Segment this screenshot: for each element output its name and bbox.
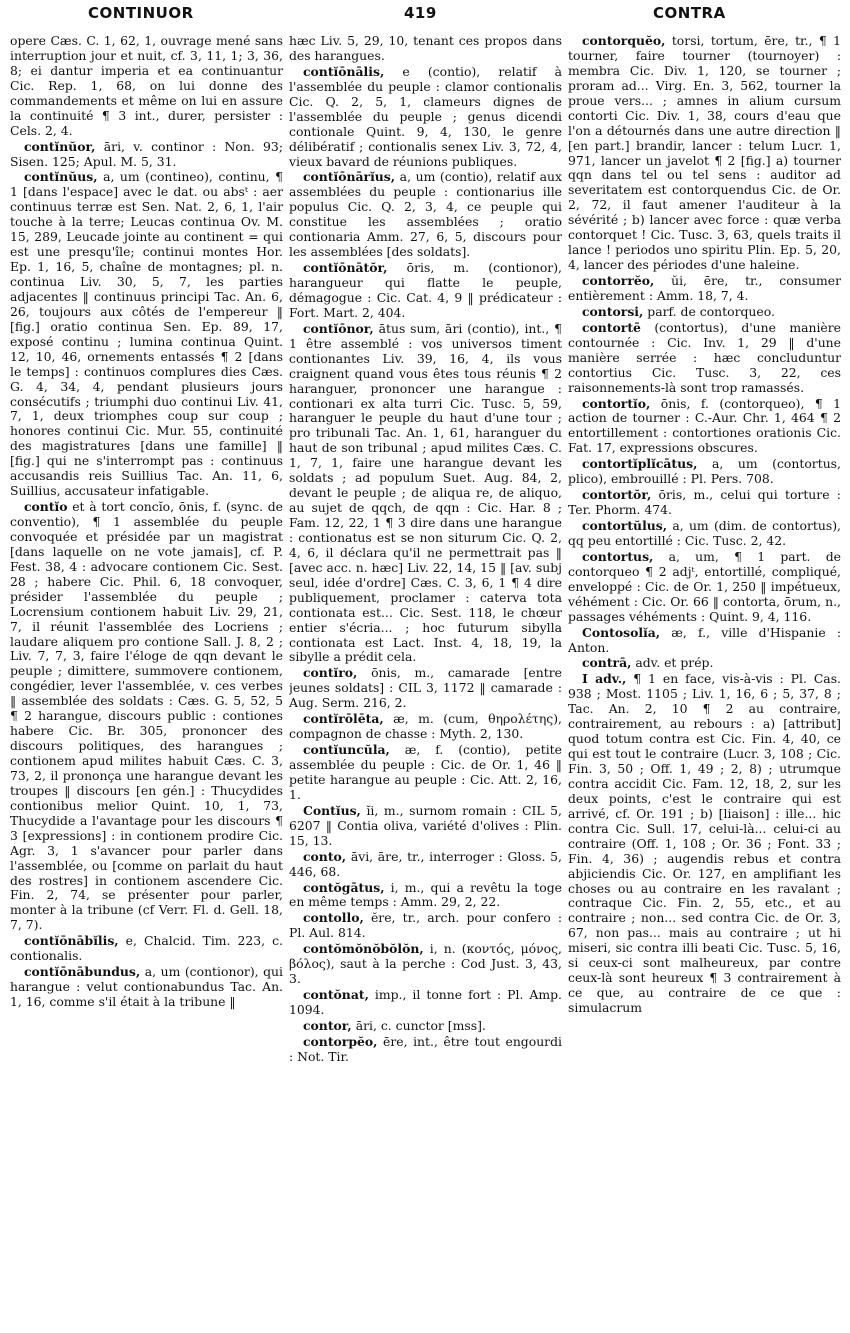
entry-headword: Contĭus, [303, 802, 361, 818]
entry-headword: contŏgātus, [303, 879, 385, 895]
entry-definition: et à tort concĭo, ōnis, f. (sync. de conventio), ¶ 1 assemblée du peuple convoquée et présidée par un magistrat [dans laquelle on ne vote jamais], cf. P. Fest. 38, 4 : advocare contionem Cic. Sest. 28 ; habere Cic. Phil. 6, 18 convoquer, présider l'assemblée du peuple ; Locrensium contionem habuit Liv. 29, 21, 7, il réunit l'assemblée des Locriens ; laudare aliquem pro contione Sall. J. 8, 2 ; Liv. 7, 7, 3, faire l'éloge de qqn devant le peuple ; dimittere, summovere contionem, congédier, lever l'assemblée, v. ces verbes ‖ assemblée des soldats : Cæs. G. 5, 52, 5 ¶ 2 harangue, discours public : contiones habere Cic. Br. 305, prononcer des discours politiques, des harangues ; contionem apud milites habuit Cæs. C. 3, 73, 2, il prononça une harangue devant les troupes ‖ discours [en gén.] : Thucydides contionibus melior Quint. 10, 1, 73, Thucydide a l'avantage pour les discours ¶ 3 [expressions] : in contionem prodire Cic. Agr. 3, 1 s'avancer pour parler dans l'assemblée, ou [comme on parlait du haut des rostres] in contionem ascendere Cic. Fin. 2, 74, se présenter pour parler, monter à la tribune (cf Verr. Fl. d. Gell. 18, 7, 7). [10, 499, 283, 933]
page-number: 419 [404, 4, 437, 22]
entry-definition: a, um, ¶ 1 part. de contorqueo ¶ 2 adjᵗ, entortillé, compliqué, enveloppé : Cic. de Or. 1, 250 ‖ impétueux, véhément : Cic. Or. 66 ‖ contorta, ōrum, n., passages véhéments : Quint. 9, 4, 116. [568, 548, 841, 624]
entry-definition: a, um (contio), relatif aux assemblées du peuple : contionarius ille populus Cic. Q. 2, 3, 4, ce peuple qui constitue les assemblées ; oratio contionaria Amm. 27, 6, 5, discours pour les assemblées [des soldats]. [289, 169, 562, 260]
entry-headword: contrā, [582, 655, 632, 671]
entry-definition: āri, v. continor : Non. 93; Sisen. 125; Apul. M. 5, 31. [10, 138, 283, 169]
entry-definition: ĭi, m., surnom romain : CIL 5, 6207 ‖ Contia oliva, variété d'olives : Plin. 15, 13. [289, 802, 562, 848]
entry-definition: e (contio), relatif à l'assemblée du peuple : clamor contionalis Cic. Q. 2, 5, 1, clameurs dignes de l'assemblée du peuple ; genus dicendi contionale Quint. 9, 4, 130, le genre délibératif ; contionalis senex Liv. 3, 72, 4, vieux bavard de réunions publiques. [289, 63, 562, 169]
entry-definition: ōnis, f. (contorqueo), ¶ 1 action de tourner : C.-Aur. Chr. 1, 464 ¶ 2 entortillement : contortiones orationis Cic. Fat. 17, expressions obscures. [568, 395, 841, 456]
dictionary-entry [568, 274, 841, 304]
column-1 [10, 34, 283, 1324]
entry-headword: I adv., [582, 671, 627, 687]
running-head-left: CONTINUOR [88, 4, 194, 22]
dictionary-entry [568, 656, 841, 671]
dictionary-entry [568, 457, 841, 487]
entry-headword: contorpĕo, [303, 1033, 378, 1049]
dictionary-entry [568, 305, 841, 320]
entry-definition: æ, f., ville d'Hispanie : Anton. [568, 624, 841, 655]
entry-definition: a, um (contineo), continu, ¶ 1 [dans l'espace] avec le dat. ou absᵗ : aer continuus terræ est Sen. Nat. 2, 6, 1, l'air touche à la terre; Leucas continua Ov. M. 15, 289, Leucade jointe au continent = qui est une presqu'île; continui montes Hor. Ep. 1, 16, 5, chaîne de montagnes; pl. n. continua Liv. 30, 5, 7, les parties adjacentes ‖ continuus principi Tac. An. 6, 26, toujours aux côtés de l'empereur ‖ [fig.] oratio continua Sen. Ep. 89, 17, exposé continu ; lumina continua Quint. 12, 10, 46, ornements entassés ¶ 2 [dans le temps] : continuos complures dies Cæs. G. 4, 34, 4, pendant plusieurs jours consécutifs ; triumphi duo continui Liv. 41, 7, 1, deux triomphes coup sur coup ; honores continui Cic. Mur. 55, continuité des magistratures [dans une famille] ‖ [fig.] qui ne s'interrompt pas : continuus accusandis reis Suillius Tac. An. 11, 6, Suillius, accusateur infatigable. [10, 169, 283, 499]
dictionary-entry [10, 170, 283, 499]
entry-definition: i, n. (κοντός, μόνος, βόλος), saut à la perche : Cod Just. 3, 43, 3. [289, 941, 562, 987]
dictionary-entry [568, 519, 841, 549]
entry-headword: contor, [303, 1017, 352, 1033]
entry-headword: contĭnŭus, [24, 169, 98, 185]
entry-definition: torsi, tortum, ēre, tr., ¶ 1 tourner, faire tourner (tournoyer) : membra Cic. Div. 1, 120, se tourner ; proram ad... Virg. En. 3, 562, tourner la proue vers... ; amnes in alium cursum contorti Cic. Div. 1, 38, cours d'eau que l'on a détournés dans une autre direction ‖ [en part.] brandir, lancer : telum Lucr. 1, 971, lancer un javelot ¶ 2 [fig.] a) tourner qqn dans tel ou tel sens : auditor ad severitatem est contorquendus Cic. de Or. 2, 72, il faut amener l'auditeur à la sévérité ; b) lancer avec force : quæ verba contorquet ! Cic. Tusc. 3, 63, quels traits il lance ! periodos uno spiritu Plin. Ep. 5, 20, 4, lancer des périodes d'une haleine. [568, 34, 841, 273]
dictionary-entry [289, 1035, 562, 1065]
entry-headword: contŏnat, [303, 987, 369, 1003]
entry-definition: ¶ 1 en face, vis-à-vis : Pl. Cas. 938 ; Most. 1105 ; Liv. 1, 16, 6 ; 5, 37, 8 ; Tac. An. 2, 10 ¶ 2 au contraire, contrairement, au rebours : a) [attribut] quod totum contra est Cic. Fin. 4, 40, ce qui est tout le contraire (Lucr. 3, 108 ; Cic. Fin. 3, 50 ; Off. 1, 49 ; 2, 8) ; utrumque contra accidit Cic. Fam. 12, 18, 2, sur les deux points, c'est le contraire qui est arrivé, cf. Or. 191 ; b) [liaison] : ille... hic contra Cic. Sull. 17, celui-là... celui-ci au contraire (Off. 1, 108 ; Or. 36 ; Font. 33 ; Fin. 4, 36) ; augendis rebus et contra abjiciendis Cic. Or. 127, en amplifiant les choses ou au contraire en les ravalant ; contraque Cic. Fin. 2, 55, etc., et au contraire ; non... sed contra Cic. de Or. 3, 67, non pas... mais au contraire ; ut hi miseri, sic contra illi beati Cic. Tusc. 5, 16, si ceux-ci sont malheureux, par contre ceux-là sont heureux ¶ 3 contrairement à ce que, au contraire de ce que : simulacrum [568, 671, 841, 1015]
entry-definition: parf. de contorqueo. [643, 303, 775, 319]
running-head-right: CONTRA [653, 4, 726, 22]
entry-headword: contortus, [582, 548, 654, 564]
entry-headword: contĭo [24, 499, 68, 515]
entry-definition: a, um (contionor), qui harangue : velut contionabundus Tac. An. 1, 16, comme s'il était à la tribune ‖ [10, 964, 283, 1009]
entry-headword: Contosolĭa, [582, 624, 661, 640]
dictionary-entry [10, 140, 283, 170]
entry-headword: conto, [303, 848, 347, 864]
entry-headword: contĭōnālis, [303, 63, 385, 79]
entry-headword: contorquĕo, [582, 34, 666, 48]
entry-headword: contĭōnārĭus, [303, 169, 396, 185]
entry-headword: contĭōnābĭlis, [24, 933, 119, 949]
entry-definition: (contortus), d'une manière contournée : Cic. Inv. 1, 29 ‖ d'une manière serrée : hæc concluduntur contortius Cic. Tusc. 3, 22, ces raisonnements-là sont trop ramassés. [568, 319, 841, 395]
entry-headword: contortĭo, [582, 395, 651, 411]
dictionary-entry [568, 626, 841, 656]
entry-headword: contĭōnātŏr, [303, 260, 388, 276]
dictionary-columns [10, 34, 842, 1324]
dictionary-entry [568, 34, 841, 273]
entry-definition: ēre, int., être tout engourdi : Not. Tir. [289, 1033, 562, 1064]
entry-definition: imp., il tonne fort : Pl. Amp. 1094. [289, 987, 562, 1017]
entry-definition: ōris, m., celui qui torture : Ter. Phorm. 474. [568, 487, 841, 518]
entry-definition: ōnis, m., camarade [entre jeunes soldats] : CIL 3, 1172 ‖ camarade : Aug. Serm. 216, 2. [289, 665, 562, 711]
dictionary-entry [289, 34, 562, 64]
entry-headword: contortĭplĭcātus, [582, 456, 698, 472]
entry-definition: ātus sum, āri (contio), int., ¶ 1 être assemblé : vos universos timent contionantes Liv. 39, 16, 4, ils vous craignent quand vous êtes tous réunis ¶ 2 haranguer, prononcer une harangue : contionari ex alta turri Cic. Tusc. 5, 59, haranguer le peuple du haut d'une tour ; pro tribunali Tac. An. 1, 61, haranguer du haut de son tribunal ; apud milites Cæs. C. 1, 7, 1, faire une harangue devant les soldats ; ad populum Suet. Aug. 84, 2, devant le peuple ; de aliqua re, de aliquo, au sujet de qqch, de qqn : Cic. Har. 8 ; Fam. 12, 22, 1 ¶ 3 dire dans une harangue : contionatus est se non siturum Cic. Q. 2, 4, 6, il déclara qu'il ne permettrait pas ‖ [avec acc. n. hæc] Liv. 22, 14, 15 ‖ [av. subj seul, idée d'ordre] Cæs. C. 3, 6, 1 ¶ 4 dire publiquement, proclamer : caterva tota contionata est... Cic. Sest. 118, le chœur entier s'écria... ; hoc futurum sibylla contionata est Lact. Inst. 4, 18, 19, la sibylle a prédit cela. [289, 320, 562, 665]
dictionary-entry [10, 934, 283, 964]
entry-headword: contĭnŭor, [24, 138, 96, 154]
page-header [0, 0, 850, 36]
entry-definition: ĕre, tr., arch. pour confero : Pl. Aul. 814. [289, 910, 562, 941]
dictionary-entry [289, 712, 562, 742]
dictionary-entry [568, 488, 841, 518]
dictionary-entry [568, 672, 841, 1016]
entry-definition: opere Cæs. C. 1, 62, 1, ouvrage mené sans interruption jour et nuit, cf. 3, 11, 1; 3, 36, 8; ei dantur imperia et ea continuantur Cic. Rep. 1, 68, on lui donne des commandements et même on lui en assure la continuité ¶ 3 int., durer, persister : Cels. 2, 4. [10, 34, 283, 138]
entry-headword: contorsi, [582, 303, 644, 319]
entry-definition: e, Chalcid. Tim. 223, c. contionalis. [10, 933, 283, 964]
dictionary-entry [289, 804, 562, 849]
dictionary-entry [568, 321, 841, 396]
entry-definition: ŭi, ēre, tr., consumer entièrement : Amm. 18, 7, 4. [568, 273, 841, 303]
entry-definition: ōris, m. (contionor), harangueur qui flatte le peuple, démagogue : Cic. Cat. 4, 9 ‖ prédicateur : Fort. Mart. 2, 404. [289, 260, 562, 320]
entry-headword: contĭōnābundus, [24, 964, 141, 980]
entry-headword: contollo, [303, 910, 364, 926]
entry-definition: hæc Liv. 5, 29, 10, tenant ces propos dans des harangues. [289, 34, 562, 63]
entry-definition: adv. et prép. [631, 655, 714, 671]
dictionary-entry [289, 911, 562, 941]
dictionary-entry [10, 965, 283, 1010]
entry-headword: contortŭlus, [582, 518, 668, 533]
column-3 [568, 34, 841, 1324]
entry-definition: a, um (contortus, plico), embrouillé : Pl. Pers. 708. [568, 456, 841, 487]
entry-definition: āri, c. cunctor [mss]. [351, 1017, 486, 1033]
dictionary-entry [289, 666, 562, 711]
dictionary-entry [10, 34, 283, 139]
dictionary-entry [289, 743, 562, 803]
dictionary-entry [289, 261, 562, 321]
dictionary-entry [289, 850, 562, 880]
column-2 [289, 34, 562, 1324]
entry-headword: contĭōnor, [303, 320, 374, 336]
entry-headword: contĭro, [303, 665, 358, 681]
dictionary-entry [289, 322, 562, 666]
dictionary-entry [289, 170, 562, 260]
entry-definition: æ, f. (contio), petite assemblée du peuple : Cic. de Or. 1, 46 ‖ petite harangue au peuple : Cic. Att. 2, 16, 1. [289, 742, 562, 802]
dictionary-entry [10, 500, 283, 933]
entry-headword: contĭuncŭla, [303, 742, 390, 758]
dictionary-entry [289, 988, 562, 1018]
entry-definition: a, um (dim. de contortus), qq peu entortillé : Cic. Tusc. 2, 42. [568, 518, 841, 548]
entry-definition: æ, m. (cum, θηρολέτης), compagnon de chasse : Myth. 2, 130. [289, 711, 562, 742]
entry-headword: contŏmŏnŏbŏlŏn, [303, 941, 424, 957]
dictionary-entry [289, 65, 562, 170]
entry-headword: contortē [582, 319, 641, 335]
dictionary-entry [568, 397, 841, 457]
entry-headword: contortŏr, [582, 487, 652, 503]
entry-headword: contĭrōlēta, [303, 711, 384, 727]
entry-definition: i, m., qui a revêtu la toge en même temps : Amm. 29, 2, 22. [289, 879, 562, 910]
dictionary-entry [289, 942, 562, 987]
dictionary-entry [568, 550, 841, 625]
entry-definition: āvi, āre, tr., interroger : Gloss. 5, 446, 68. [289, 848, 562, 879]
dictionary-entry [289, 1019, 562, 1034]
dictionary-entry [289, 881, 562, 911]
entry-headword: contorrĕo, [582, 273, 655, 288]
